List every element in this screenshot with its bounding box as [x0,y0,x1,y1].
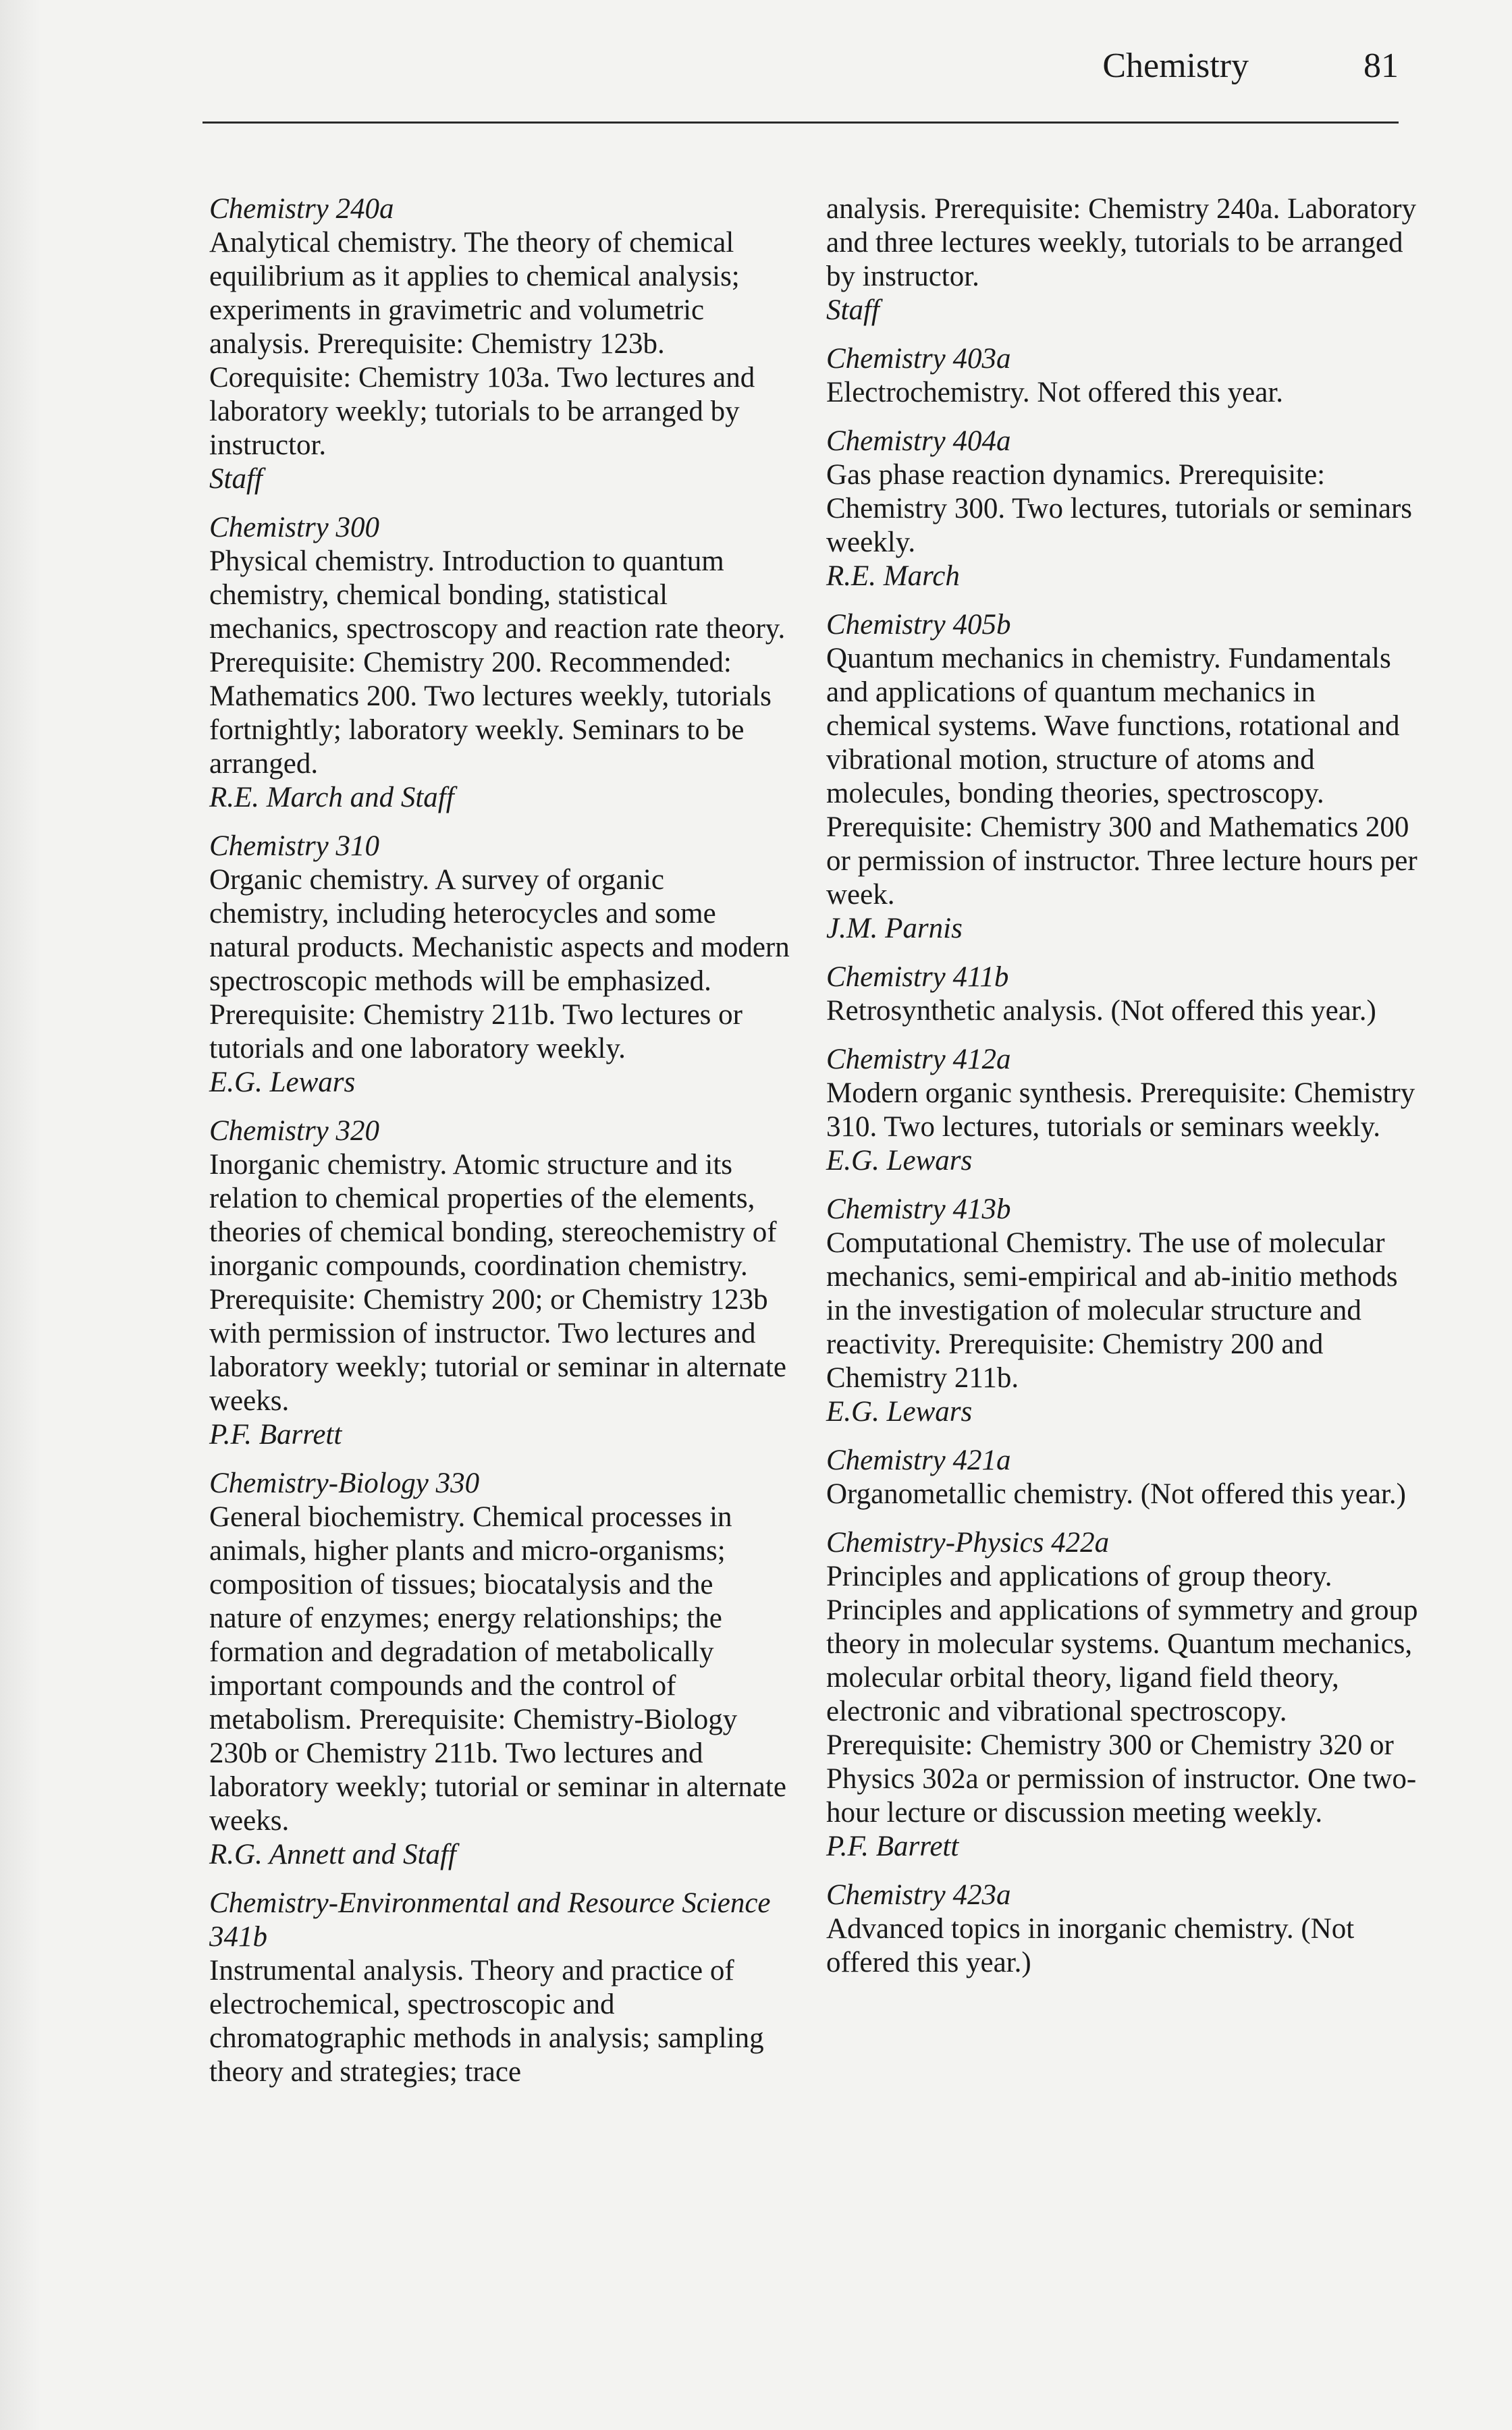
course-description: Organometallic chemistry. (Not offered this year.) [826,1478,1406,1510]
course-entry [826,342,1420,410]
course-instructor: J.M. Parnis [826,913,963,944]
course-instructor: E.G. Lewars [826,1145,973,1177]
course-entry [826,1526,1420,1864]
course-entry [826,608,1420,946]
course-entry [826,1043,1420,1178]
course-title: Chemistry-Environmental and Resource Science 341b [209,1887,771,1953]
course-description: analysis. Prerequisite: Chemistry 240a. Laboratory and three lectures weekly, tutorials to be arranged by instructor. [826,193,1417,292]
course-instructor: R.G. Annett and Staff [209,1839,456,1870]
course-entry [209,511,790,815]
course-title: Chemistry 405b [826,609,1011,641]
course-description: Inorganic chemistry. Atomic structure and its relation to chemical properties of the elements, theories of chemical bonding, stereochemistry of inorganic compounds, coordination chemistry. Prerequisite: Chemistry 200; or Chemistry 123b with permission of instructor. Two lectures and laboratory weekly; tutorial or seminar in alternate weeks. [209,1149,786,1417]
page-edge-shadow [0,0,40,2430]
course-entry [826,961,1420,1028]
course-entry [826,1444,1420,1511]
course-description: Analytical chemistry. The theory of chemical equilibrium as it applies to chemical analysis; experiments in gravimetric and volumetric analysis. Prerequisite: Chemistry 123b. Corequisite: Chemistry 103a. Two lectures and laboratory weekly; tutorials to be arranged by instructor. [209,227,755,461]
course-entry [826,1193,1420,1429]
course-entry [209,1114,790,1452]
course-description: Advanced topics in inorganic chemistry. (Not offered this year.) [826,1913,1355,1978]
course-title: Chemistry 411b [826,961,1009,993]
course-entry [209,830,790,1100]
course-title: Chemistry 240a [209,193,394,225]
course-description: General biochemistry. Chemical processes in animals, higher plants and micro-organisms; composition of tissues; biocatalysis and the nature of enzymes; energy relationships; the formation and degradation of metabolically important compounds and the control of metabolism. Prerequisite: Chemistry-Biology 230b or Chemistry 211b. Two lectures and laboratory weekly; tutorial or seminar in alternate weeks. [209,1501,786,1837]
course-description: Computational Chemistry. The use of molecular mechanics, semi-empirical and ab-initio methods in the investigation of molecular structure and reactivity. Prerequisite: Chemistry 200 and Chemistry 211b. [826,1227,1398,1394]
course-title: Chemistry-Physics 422a [826,1527,1110,1559]
course-entry [826,425,1420,593]
course-entry [209,1887,790,2089]
course-instructor: R.E. March and Staff [209,782,454,813]
course-title: Chemistry 300 [209,512,380,543]
course-title: Chemistry-Biology 330 [209,1467,480,1499]
course-description: Principles and applications of group theory. Principles and applications of symmetry and group theory in molecular systems. Quantum mechanics, molecular orbital theory, ligand field theory, electronic and vibrational spectroscopy. Prerequisite: Chemistry 300 or Chemistry 320 or Physics 302a or permission of instructor. One two-hour lecture or discussion meeting weekly. [826,1561,1418,1829]
course-description: Instrumental analysis. Theory and practice of electrochemical, spectroscopic and chromatographic methods in analysis; sampling theory and strategies; trace [209,1955,764,2088]
course-entry [826,1879,1420,1980]
course-description: Physical chemistry. Introduction to quantum chemistry, chemical bonding, statistical mechanics, spectroscopy and reaction rate theory. Prerequisite: Chemistry 200. Recommended: Mathematics 200. Two lectures weekly, tutorials fortnightly; laboratory weekly. Seminars to be arranged. [209,545,786,780]
course-title: Chemistry 404a [826,425,1011,457]
course-description: Modern organic synthesis. Prerequisite: Chemistry 310. Two lectures, tutorials or seminars weekly. [826,1077,1415,1143]
page-number: 81 [1364,47,1399,85]
course-title: Chemistry 320 [209,1115,380,1147]
right-column [826,192,1420,1995]
course-instructor: E.G. Lewars [209,1066,356,1098]
course-instructor: E.G. Lewars [826,1396,973,1428]
course-title: Chemistry 403a [826,343,1011,375]
course-instructor: P.F. Barrett [209,1419,342,1451]
running-head-title: Chemistry [1102,47,1249,85]
course-instructor: R.E. March [826,560,960,592]
course-instructor: P.F. Barrett [826,1831,959,1862]
course-title: Chemistry 310 [209,830,380,862]
course-instructor: Staff [826,294,880,326]
course-entry [209,1467,790,1872]
course-instructor: Staff [209,463,263,495]
course-title: Chemistry 413b [826,1193,1011,1225]
course-description: Retrosynthetic analysis. (Not offered this year.) [826,995,1376,1027]
page-header [202,42,1399,124]
course-description: Electrochemistry. Not offered this year. [826,377,1284,408]
course-title: Chemistry 423a [826,1879,1011,1911]
course-title: Chemistry 412a [826,1044,1011,1075]
course-entry [209,192,790,496]
course-continuation [826,192,1420,327]
course-description: Gas phase reaction dynamics. Prerequisite: Chemistry 300. Two lectures, tutorials or seminars weekly. [826,459,1412,558]
course-description: Organic chemistry. A survey of organic chemistry, including heterocycles and some natural products. Mechanistic aspects and modern spectroscopic methods will be emphasized. Prerequisite: Chemistry 211b. Two lectures or tutorials and one laboratory weekly. [209,864,790,1064]
course-description: Quantum mechanics in chemistry. Fundamentals and applications of quantum mechanics in chemical systems. Wave functions, rotational and vibrational motion, structure of atoms and molecules, bonding theories, spectroscopy. Prerequisite: Chemistry 300 and Mathematics 200 or permission of instructor. Three lecture hours per week. [826,643,1418,911]
left-column [209,192,790,2104]
course-title: Chemistry 421a [826,1444,1011,1476]
